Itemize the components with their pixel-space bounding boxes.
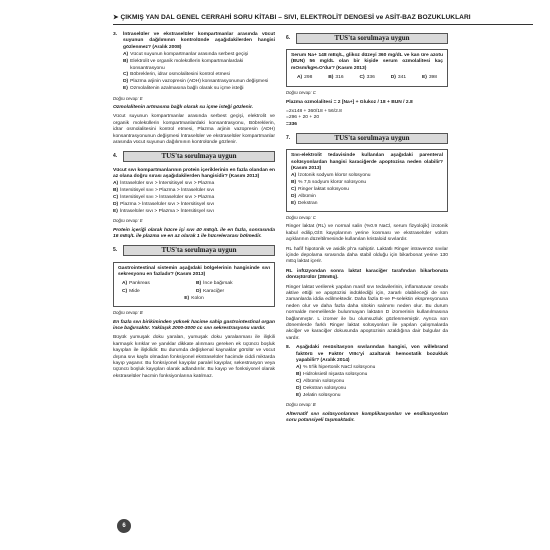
options-row [297, 75, 437, 82]
option: D) Plazma arjinin vazopresin (ADH) konsantrasyonunun değişmesi [123, 79, 269, 85]
option: C) Böbreklerin, idrar osmolalitesini kontrol etmesi [123, 72, 230, 78]
answer-label: Doğru cevap: C [286, 90, 316, 96]
explanation: Ozmolalitenin artmasına bağlı olarak su içme isteği gözlenir. [113, 105, 253, 111]
option: D) 341 [390, 75, 407, 81]
tus-banner [286, 132, 448, 144]
option: B) İntersitisyel sıvı > Plazma > İntraselüler sıvı [113, 188, 215, 194]
option: E) 398 [421, 75, 437, 81]
question-text: Aşağıdaki resüsitasyon sıvılarından hangisi, von willebrand faktörü ve Faktör VIIIc'yi azaltarak hemostatik bozukluk yapabilir? (Aralık 2014) [296, 345, 448, 364]
option: D) Plazma > İntraselüler sıvı > İntersitisyel sıvı [113, 202, 215, 208]
chevron-right-icon: ➤ [113, 14, 121, 21]
option: C) Albümin solüsyonu [296, 379, 345, 385]
question-6 [286, 32, 448, 128]
question-number: 8. [286, 345, 291, 351]
explanation-paragraph: RL infüzyondan sonra laktat karaciğer tarafından bikarbonata dönüştürülür (28mEq). [286, 268, 448, 281]
option: C) Ringer laktat solüsyonu [291, 187, 350, 193]
option: A) 298 [297, 75, 313, 81]
question-5 [113, 245, 275, 381]
question-text: Serum Na+ 148 mEq/L, glikoz düzeyi 360 mg/dL ve kan üre azotu (BUN) 56 mg/dL olan bir kişide serum ozmolalitesi kaç mOsm/kgH₂O'dur? (Kasım 2013) [291, 53, 443, 71]
left-column [113, 32, 275, 383]
option: A) Vücut suyunun kompartmanlar arasında serbest geçişi [123, 52, 249, 58]
explanation-paragraph: Ringer laktat (RL) ve normal salin (%0.9 NaCl, serum fizyolojik) izotonik kabul edilip,GİS kayıplarının yerine konması ve ekstraselüler volüm açıklarının düzeltilmesinde kullanılan kristaloid sıvılardır. [286, 224, 448, 243]
option: B) Elektrolit ve organik moleküllerin kompartmanlardaki konsantrasyonu [123, 59, 244, 71]
question-4 [113, 151, 275, 241]
answer-label: Doğru cevap: E [113, 218, 143, 224]
header-divider [113, 24, 533, 25]
answer-label: Doğru cevap: C [286, 214, 316, 220]
explanation: En fazla sıvı birikiminden yüksek hacime sahip gastrointestinal organ ince bağırsaktır. Yaklaşık 2000-3000 cc sıvı sekrestrasyonu vardır. [113, 319, 275, 331]
tus-label: TUS'ta sorulmaya uygun [296, 33, 448, 44]
explanation-paragraph: Büyük yumuşak doku yaraları, yumuşak doku yaralanması ile ilişkili karmaşık kırıklar ve yanıklar dikkate alınması gereken ek üçüncü boşluk kayıpları ile ilişkilidir. Bu durumda değişkenal kaynaklar görülür ve vücut dışına sıvı kaybı olmadan fonksiyonel ekstraselüler hacimde ciddi miktarda kayıp yaşanır. Bu fonksiyonel kayıplar paralel kayıplar, sekestrasyon veya üçüncü boşluk kayıpları olarak adlandırılır. Bu kayıp ve fonksiyonel olarak ekstraselüler hacmin fonksiyonlarına katılmaz. [113, 335, 275, 379]
answer-label: Doğru cevap: B [113, 310, 143, 316]
options-grid [122, 281, 270, 296]
page-number-badge: 6 [117, 519, 131, 533]
tus-banner [286, 32, 448, 44]
option: A) % 5'lik hipertonik NaCl solüsyonu [296, 365, 376, 371]
option: E) İntraselüler sıvı > Plazma > İntersitisyel sıvı [113, 208, 214, 214]
calculation-result: =336 [286, 121, 298, 127]
calculation-step: =2x148 + 360/18 + 56/2.8 [286, 108, 342, 114]
option: C) 336 [359, 75, 375, 81]
option: B) 316 [328, 75, 344, 81]
options-list [291, 173, 443, 207]
tus-banner [113, 151, 275, 163]
question-number: 4. [113, 153, 118, 160]
options-list [123, 52, 275, 92]
question-7 [286, 132, 448, 342]
options-list [113, 181, 275, 215]
tus-label: TUS'ta sorulmaya uygun [123, 151, 275, 162]
option: D) Dekstran solüsyonu [296, 386, 347, 392]
option: E) Kolon [184, 296, 204, 302]
option: A) İzotonik sodyum klorür solüsyonu [291, 173, 371, 179]
question-box [286, 49, 448, 87]
question-number: 3. [113, 32, 118, 37]
answer-label: Doğru cevap: B [286, 402, 316, 408]
question-text: İntraselüler ve ekstraselüler kompartmanlar arasında vücut suyunun dağılımının kontrolünde aşağıdakilerden hangisi gözlenmez? (Aralık 2008) [123, 32, 275, 50]
header-title: ÇIKMIŞ YAN DAL GENEL CERRAHİ SORU KİTABI – SIVI, ELEKTROLİT DENGESİ ve ASİT-BAZ BOZUKLUKLARI [120, 14, 471, 21]
option: B) % 7,5 sodyum klorür solüsyonu [291, 180, 367, 186]
option: B) Hidroksietil nişasta solüsyonu [296, 372, 368, 378]
question-8 [286, 345, 448, 424]
explanation: Protein içeriği olarak hücre içi sıvı 40 mEq/L ile en fazla, sonrasında 16 mEq/L ile plazma ve en az olarak 1 ile hücrelerarası bölmedir. [113, 227, 275, 240]
question-number: 6. [286, 34, 291, 41]
explanation: Alternatif sıvı solüsyonlarının komplikasyonları ve endikasyonları soru potansiyeli taşımaktadır. [286, 411, 448, 424]
option: A) İntraselüler sıvı > İntersitisyel sıvı > Plazma [113, 181, 215, 187]
tus-label: TUS'ta sorulmaya uygun [296, 133, 448, 144]
tus-banner [113, 245, 275, 257]
option: C) Mide [122, 289, 140, 295]
question-number: 7. [286, 134, 291, 141]
calculation-step: =296 + 20 + 20 [286, 115, 320, 121]
question-number: 5. [113, 247, 118, 254]
explanation-paragraph: Ringer laktat verilerek yapılan masif sıvı tedavilerinin, inflamatuvar cevabı aktive ettiği ve apoptozisi indüklediği için, zararlı olabileceği de son zamanlarda iddia edilmektedir. Daha fazla E-ve P-selektin ekspresyonuna neden olur ve daha fazla daha sitokin salınımı neden olur. Bu durum normalde memelilerde bulunmayan laktatın D izomerinin kullanılmasına bağlanmıştır. L izomer ile bu olumsuzluk gözlenmemiştir. Ayrıca son dönemlerde farklı Ringer laktat solüsyonları ile yapılan çalışmalarda akciğer ve karaciğer dokusunda apoptozisin azaldığına dair bulgular da vardır. [286, 284, 448, 341]
option: D) Albümin [291, 194, 316, 200]
question-text: Gastrointestinal sistemin aşağıdaki bölgelerinin hangisinde sıvı sekresyonu en fazladır? (Kasım 2013) [118, 265, 270, 277]
answer-label: Doğru cevap: E [113, 95, 143, 101]
question-text: Sıvı-elektrolit tedavisinde kullanılan aşağıdaki parenteral solüsyonlardan hangisi karaciğerde apoptozisa neden olabilir? (Kasım 2013) [291, 153, 443, 171]
question-box [113, 262, 275, 308]
option: B) İnce bağırsak [196, 281, 233, 287]
question-3 [113, 32, 275, 147]
right-column [286, 32, 448, 428]
options-list [296, 365, 448, 399]
question-box [286, 149, 448, 212]
question-text: Vücut sıvı kompartmanlarının protein içeriklerinin en fazla olandan en az olana doğru sırası aşağıdakilerden hangisidir? (Kasım 2013) [113, 167, 275, 179]
formula: Plazma ozmolalitesi = 2 [Na+] + Glukoz / 18 + BUN / 2.8 [286, 99, 413, 105]
option: E) Ozmolalitenin azalmasına bağlı olarak su içme isteği [123, 86, 244, 92]
explanation-paragraph: RL hafif hipotonik ve asidik ph'a sahiptir. Laktatlı Ringer intravenöz sıvılar içinde depolama sırasında daha stabil olduğu için bikarbonat yerine 130 mEq laktat içerir. [286, 246, 448, 265]
explanation-paragraph: Vücut suyunun kompartmanlar arasında serbest geçişi, elektrolit ve organik moleküllerin kompartmanlardaki konsantrasyonu, Böbreklerin, idrar osmolalitesini kontrol etmesi, Plazma arjinin vazopresin (ADH) konsantrasyonunun değişmesi İntraselüler ve ekstraselüler kompartmanlar arasında vücut suyunun dağılımının kontrolünde gözlenir. [113, 114, 275, 146]
option: E) Dekstran [291, 201, 318, 206]
option: D) Karaciğer [196, 289, 225, 295]
option: C) İntersitisyel sıvı > İntraselüler sıvı > Plazma [113, 195, 215, 201]
tus-label: TUS'ta sorulmaya uygun [123, 245, 275, 256]
option: A) Pankreas [122, 281, 150, 287]
option: E) Jelatin solüsyonu [296, 393, 341, 399]
